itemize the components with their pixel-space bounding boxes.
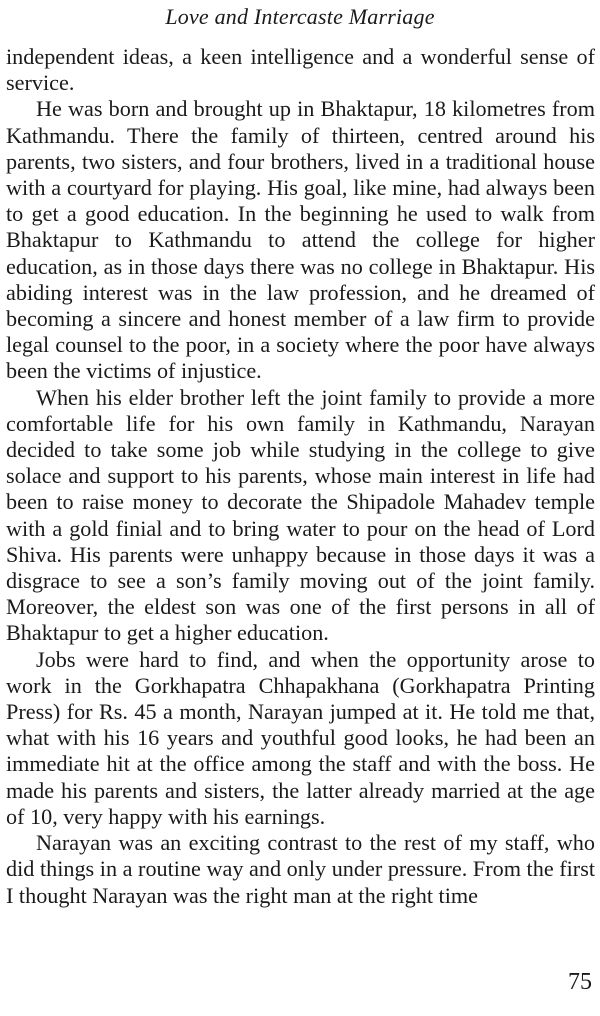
paragraph-jobs: Jobs were hard to find, and when the opportunity arose to work in the Gorkhapatra Chhapakhana (Gorkhapatra Printing Press) for Rs. 45 a month, Narayan jumped at it. He told me that, what with his 16 years and youthful good looks, he had been an immediate hit at the office among the staff and with the boss. He made his parents and sisters, the latter already married at the age of 10, very happy with his earnings.	[6, 646, 595, 829]
body-text	[6, 44, 595, 909]
paragraph-contrast: Narayan was an exciting contrast to the rest of my staff, who did things in a routine way and only under pressure. From the first I thought Narayan was the right man at the right time	[6, 830, 595, 908]
running-head-title: Love and Intercaste Marriage	[165, 4, 435, 29]
page-number: 75	[568, 969, 592, 995]
paragraph-continuation: independent ideas, a keen intelligence and a wonderful sense of service.	[6, 44, 595, 96]
paragraph-bhaktapur: He was born and brought up in Bhaktapur, 18 kilometres from Kathmandu. There the family of thirteen, centred around his parents, two sisters, and four brothers, lived in a traditional house with a courtyard for playing. His goal, like mine, had always been to get a good education. In the beginning he used to walk from Bhaktapur to Kathmandu to attend the college for higher education, as in those days there was no college in Bhaktapur. His abiding interest was in the law profession, and he dreamed of becoming a sincere and honest member of a law firm to provide legal counsel to the poor, in a society where the poor have always been the victims of injustice.	[6, 96, 595, 384]
paragraph-elder-brother: When his elder brother left the joint family to provide a more comfortable life for his own family in Kathmandu, Narayan decided to take some job while studying in the college to give solace and support to his parents, whose main interest in life had been to raise money to decorate the Shipadole Mahadev temple with a gold finial and to bring water to pour on the head of Lord Shiva. His parents were unhappy because in those days it was a disgrace to see a son’s family moving out of the joint family. Moreover, the eldest son was one of the first persons in all of Bhaktapur to get a higher education.	[6, 384, 595, 646]
